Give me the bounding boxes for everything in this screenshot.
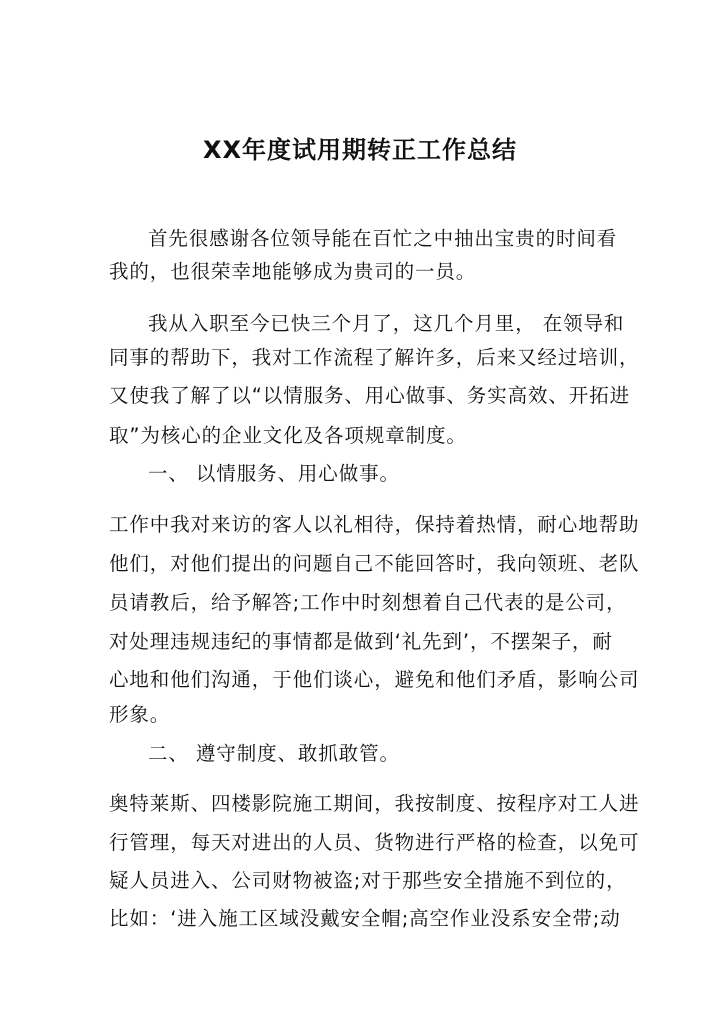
paragraph-line: 同事的帮助下，我对工作流程了解许多，后来又经过培训， xyxy=(109,346,640,369)
paragraph-line: 对处理违规违纪的事情都是做到‘礼先到’，不摆架子，耐 xyxy=(109,630,613,653)
paragraph-line: 行管理，每天对进出的人员、货物进行严格的检查，以免可 xyxy=(109,831,640,854)
paragraph-line: 员请教后，给予解答;工作中时刻想着自己代表的是公司， xyxy=(109,591,627,614)
paragraph-line: 工作中我对来访的客人以礼相待，保持着热情，耐心地帮助 xyxy=(109,513,640,536)
paragraph-line: 奥特莱斯、四楼影院施工期间，我按制度、按程序对工人进 xyxy=(109,792,640,815)
paragraph-line: 疑人员进入、公司财物被盗;对于那些安全措施不到位的， xyxy=(109,869,627,892)
section-heading: 一、 以情服务、用心做事。 xyxy=(148,462,400,485)
section-heading: 二、 遵守制度、敢抓敢管。 xyxy=(148,742,400,765)
paragraph-line: 取”为核心的企业文化及各项规章制度。 xyxy=(109,424,467,447)
paragraph-line: 又使我了解了以“以情服务、用心做事、务实高效、开拓进 xyxy=(109,384,631,407)
paragraph-line: 我从入职至今已快三个月了，这几个月里， 在领导和 xyxy=(148,312,625,335)
paragraph-line: 心地和他们沟通，于他们谈心，避免和他们矛盾，影响公司 xyxy=(109,668,640,691)
document-title: XX年度试用期转正工作总结 xyxy=(202,136,517,164)
paragraph-line: 首先很感谢各位领导能在百忙之中抽出宝贵的时间看 xyxy=(148,227,618,250)
paragraph-line: 形象。 xyxy=(109,703,171,726)
paragraph-line: 他们，对他们提出的问题自己不能回答时，我向领班、老队 xyxy=(109,552,640,575)
paragraph-line: 我的，也很荣幸地能够成为贵司的一员。 xyxy=(109,260,477,283)
paragraph-line: 比如：‘进入施工区域没戴安全帽;高空作业没系安全带;动 xyxy=(109,907,621,930)
